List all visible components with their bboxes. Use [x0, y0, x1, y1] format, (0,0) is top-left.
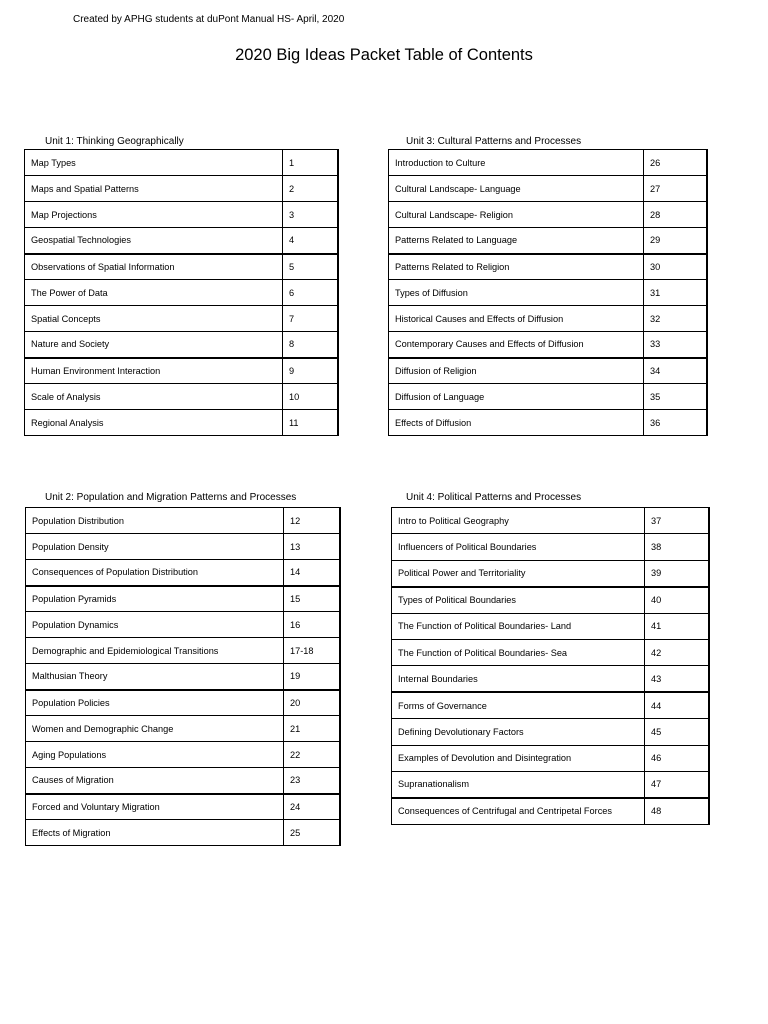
table-row [25, 410, 339, 436]
topic-cell: Women and Demographic Change [26, 716, 284, 742]
topic-cell: The Power of Data [25, 280, 283, 306]
table-row [25, 332, 339, 358]
credit-line: Created by APHG students at duPont Manual HS- April, 2020 [73, 14, 345, 25]
table-row [26, 508, 341, 534]
topic-cell: Regional Analysis [25, 410, 283, 436]
page-number-cell: 8 [283, 332, 339, 358]
page-number-cell: 16 [284, 612, 341, 638]
page-number-cell: 38 [645, 534, 710, 560]
topic-cell: Demographic and Epidemiological Transitions [26, 638, 284, 664]
page-number-cell: 7 [283, 306, 339, 332]
topic-cell: The Function of Political Boundaries- Sea [392, 639, 645, 665]
table-row [389, 358, 708, 384]
page-number-cell: 39 [645, 560, 710, 586]
page-number-cell: 2 [283, 176, 339, 202]
topic-cell: The Function of Political Boundaries- Land [392, 613, 645, 639]
table-row [25, 176, 339, 202]
table-row [389, 254, 708, 280]
page-number-cell: 13 [284, 534, 341, 560]
topic-cell: Human Environment Interaction [25, 358, 283, 384]
topic-cell: Scale of Analysis [25, 384, 283, 410]
page-number-cell: 30 [644, 254, 708, 280]
unit-2-caption: Unit 2: Population and Migration Patterns and Processes [45, 492, 297, 503]
table-row [392, 745, 710, 771]
topic-cell: Malthusian Theory [26, 664, 284, 690]
page-number-cell: 44 [645, 692, 710, 718]
table-row [392, 798, 710, 824]
table-row [389, 228, 708, 254]
page-number-cell: 12 [284, 508, 341, 534]
unit-4-caption: Unit 4: Political Patterns and Processes [406, 492, 582, 503]
page-number-cell: 33 [644, 332, 708, 358]
page-number-cell: 1 [283, 150, 339, 176]
topic-cell: Intro to Political Geography [392, 508, 645, 534]
page-number-cell: 9 [283, 358, 339, 384]
topic-cell: Aging Populations [26, 742, 284, 768]
unit-1-table [24, 149, 339, 436]
page-number-cell: 31 [644, 280, 708, 306]
page-number-cell: 28 [644, 202, 708, 228]
topic-cell: Population Dynamics [26, 612, 284, 638]
table-row [392, 613, 710, 639]
table-row [389, 306, 708, 332]
topic-cell: Political Power and Territoriality [392, 560, 645, 586]
unit-2-table [25, 507, 341, 846]
topic-cell: Maps and Spatial Patterns [25, 176, 283, 202]
page-number-cell: 37 [645, 508, 710, 534]
page-number-cell: 46 [645, 745, 710, 771]
table-row [392, 719, 710, 745]
page-number-cell: 6 [283, 280, 339, 306]
table-row [389, 202, 708, 228]
page-number-cell: 14 [284, 560, 341, 586]
page-number-cell: 34 [644, 358, 708, 384]
topic-cell: Observations of Spatial Information [25, 254, 283, 280]
page-number-cell: 47 [645, 771, 710, 797]
topic-cell: Consequences of Centrifugal and Centripetal Forces [392, 798, 645, 824]
topic-cell: Examples of Devolution and Disintegration [392, 745, 645, 771]
table-row [389, 176, 708, 202]
table-row [389, 332, 708, 358]
topic-cell: Contemporary Causes and Effects of Diffusion [389, 332, 644, 358]
page-title: 2020 Big Ideas Packet Table of Contents [235, 46, 533, 64]
page-number-cell: 21 [284, 716, 341, 742]
topic-cell: Effects of Migration [26, 820, 284, 846]
page-number-cell: 19 [284, 664, 341, 690]
table-row [392, 534, 710, 560]
topic-cell: Causes of Migration [26, 768, 284, 794]
table-row [26, 612, 341, 638]
topic-cell: Cultural Landscape- Language [389, 176, 644, 202]
topic-cell: Spatial Concepts [25, 306, 283, 332]
topic-cell: Diffusion of Language [389, 384, 644, 410]
page-number-cell: 43 [645, 666, 710, 692]
topic-cell: Map Types [25, 150, 283, 176]
topic-cell: Forms of Governance [392, 692, 645, 718]
page-number-cell: 4 [283, 228, 339, 254]
page-number-cell: 26 [644, 150, 708, 176]
page-number-cell: 45 [645, 719, 710, 745]
table-row [389, 410, 708, 436]
topic-cell: Types of Political Boundaries [392, 587, 645, 613]
page-number-cell: 42 [645, 639, 710, 665]
topic-cell: Introduction to Culture [389, 150, 644, 176]
table-row [392, 771, 710, 797]
table-row [25, 384, 339, 410]
table-row [26, 664, 341, 690]
table-row [26, 716, 341, 742]
page-number-cell: 35 [644, 384, 708, 410]
topic-cell: Population Pyramids [26, 586, 284, 612]
table-row [389, 384, 708, 410]
table-row [26, 638, 341, 664]
page-number-cell: 20 [284, 690, 341, 716]
table-row [25, 306, 339, 332]
table-row [25, 280, 339, 306]
topic-cell: Population Policies [26, 690, 284, 716]
table-row [389, 150, 708, 176]
unit-3-table [388, 149, 708, 436]
topic-cell: Patterns Related to Language [389, 228, 644, 254]
page-number-cell: 5 [283, 254, 339, 280]
page-number-cell: 11 [283, 410, 339, 436]
page-number-cell: 29 [644, 228, 708, 254]
table-row [392, 587, 710, 613]
topic-cell: Internal Boundaries [392, 666, 645, 692]
table-row [392, 508, 710, 534]
topic-cell: Population Density [26, 534, 284, 560]
table-row [25, 358, 339, 384]
table-row [392, 692, 710, 718]
topic-cell: Defining Devolutionary Factors [392, 719, 645, 745]
topic-cell: Consequences of Population Distribution [26, 560, 284, 586]
topic-cell: Map Projections [25, 202, 283, 228]
table-row [26, 534, 341, 560]
page-number-cell: 22 [284, 742, 341, 768]
unit-4-table [391, 507, 710, 825]
table-row [26, 820, 341, 846]
table-row [25, 254, 339, 280]
table-row [26, 768, 341, 794]
topic-cell: Forced and Voluntary Migration [26, 794, 284, 820]
unit-1-caption: Unit 1: Thinking Geographically [45, 136, 184, 147]
page-number-cell: 3 [283, 202, 339, 228]
table-row [392, 560, 710, 586]
table-row [26, 742, 341, 768]
table-row [26, 794, 341, 820]
page-number-cell: 27 [644, 176, 708, 202]
table-row [392, 639, 710, 665]
topic-cell: Effects of Diffusion [389, 410, 644, 436]
page-number-cell: 23 [284, 768, 341, 794]
topic-cell: Population Distribution [26, 508, 284, 534]
topic-cell: Influencers of Political Boundaries [392, 534, 645, 560]
page-number-cell: 10 [283, 384, 339, 410]
topic-cell: Diffusion of Religion [389, 358, 644, 384]
table-row [25, 228, 339, 254]
page-number-cell: 15 [284, 586, 341, 612]
table-row [26, 560, 341, 586]
page-number-cell: 24 [284, 794, 341, 820]
topic-cell: Types of Diffusion [389, 280, 644, 306]
topic-cell: Supranationalism [392, 771, 645, 797]
topic-cell: Nature and Society [25, 332, 283, 358]
page-number-cell: 40 [645, 587, 710, 613]
topic-cell: Geospatial Technologies [25, 228, 283, 254]
topic-cell: Cultural Landscape- Religion [389, 202, 644, 228]
page-number-cell: 41 [645, 613, 710, 639]
table-row [389, 280, 708, 306]
topic-cell: Historical Causes and Effects of Diffusion [389, 306, 644, 332]
unit-3-caption: Unit 3: Cultural Patterns and Processes [406, 136, 582, 147]
table-row [25, 202, 339, 228]
page-number-cell: 32 [644, 306, 708, 332]
table-row [26, 690, 341, 716]
topic-cell: Patterns Related to Religion [389, 254, 644, 280]
table-row [26, 586, 341, 612]
page-number-cell: 17-18 [284, 638, 341, 664]
page-number-cell: 48 [645, 798, 710, 824]
table-row [25, 150, 339, 176]
page-number-cell: 36 [644, 410, 708, 436]
table-row [392, 666, 710, 692]
page-number-cell: 25 [284, 820, 341, 846]
